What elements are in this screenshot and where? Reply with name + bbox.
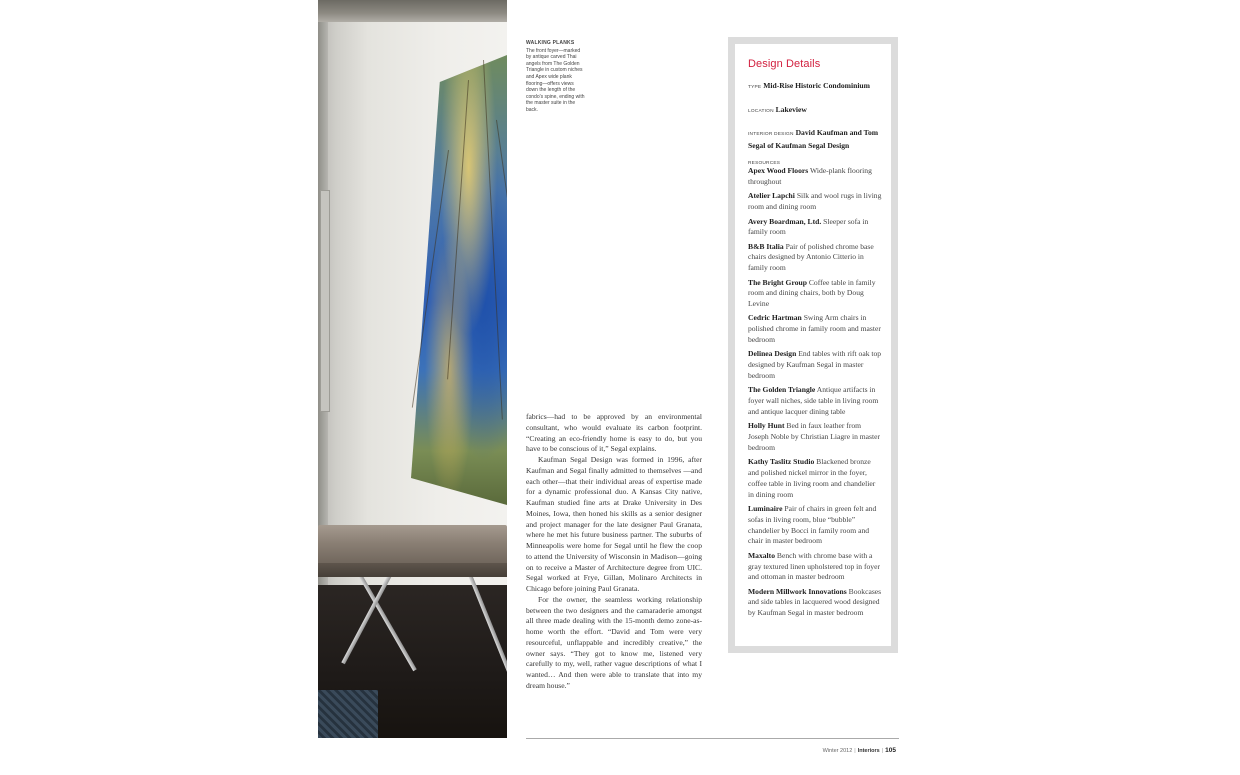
resource-desc: Pair of polished chrome base chairs designed by Antonio Citterio in family room — [748, 241, 874, 273]
photo-caption — [526, 40, 586, 114]
resource-name: Holly Hunt — [748, 421, 785, 431]
resource-name: Atelier Lapchi — [748, 191, 795, 201]
body-paragraph: Kaufman Segal Design was formed in 1996, after Kaufman and Segal finally admitted to themselves —and each other—that their individual areas of expertise made for a dynamic professional duo. A Kansas City native, Kaufman studied fine arts at Drake University in Des Moines, Iowa, then honed his skills as a senior designer and project manager for the late designer Paul Granata, where he met his future business partner. The suburbs of Minneapolis were home for Segal until he flew the coop to attend the University of Wisconsin in Madison—going on to receive a Master of Architecture degree from UIC. Segal worked at Frye, Gillan, Molinaro Architects in Chicago before joining Paul Granata. — [526, 455, 702, 593]
resource-item — [748, 166, 882, 188]
resource-desc: Swing Arm chairs in polished chrome in family room and master bedroom — [748, 313, 881, 345]
resource-item — [748, 457, 882, 500]
resource-desc: End tables with rift oak top designed by Kaufman Segal in master bedroom — [748, 349, 882, 381]
article-body — [526, 412, 702, 692]
resource-name: Cedric Hartman — [748, 313, 802, 323]
foyer-photo — [318, 0, 507, 738]
photo-wall-panel — [320, 190, 330, 412]
resource-name: Modern Millwork Innovations — [748, 586, 847, 596]
page-number: 105 — [885, 747, 896, 754]
resource-name: The Bright Group — [748, 277, 807, 287]
design-details-sidebar — [728, 37, 898, 653]
location-field — [748, 105, 882, 118]
resource-desc: Bed in faux leather from Joseph Noble by Christian Liagre in master bedroom — [748, 421, 881, 452]
interior-design-value: David Kaufman and Tom Segal of Kaufman Segal Design — [748, 128, 879, 150]
resource-item — [748, 385, 882, 418]
resource-item — [748, 587, 882, 620]
resource-name: The Golden Triangle — [748, 385, 816, 395]
location-value: Lakeview — [775, 104, 807, 114]
resource-desc: Wide-plank flooring throughout — [748, 166, 872, 187]
footer-rule — [526, 738, 899, 739]
sidebar-title: Design Details — [748, 58, 821, 70]
resource-name: Apex Wood Floors — [748, 166, 809, 176]
resource-desc: Coffee table in family room and dining chairs, both by Doug Levine — [748, 277, 876, 309]
resource-item — [748, 217, 882, 239]
resource-item — [748, 191, 882, 213]
resource-name: Kathy Taslitz Studio — [748, 457, 815, 467]
page-footer — [823, 747, 896, 754]
resource-name: Delinea Design — [748, 349, 797, 359]
type-value: Mid-Rise Historic Condominium — [763, 81, 870, 90]
interior-design-field — [748, 128, 882, 151]
resource-item — [748, 551, 882, 584]
footer-separator: | — [881, 748, 884, 754]
resource-desc: Blackened bronze and polished nickel mirror in the foyer, coffee table in living room and chandelier in dining room — [748, 457, 876, 499]
resource-desc: Sleeper sofa in family room — [748, 216, 869, 237]
body-paragraph: For the owner, the seamless working relationship between the two designers and the camaraderie amongst all three made dealing with the 15-month demo zone-as-home worth the effort. “David and Tom were very resourceful, unflappable and incredibly creative,” the owner says. “They got to know me, listened very carefully to my, well, rather vague descriptions of what I wanted… And then were able to translate that into my dream house.” — [526, 594, 702, 690]
photo-bench — [318, 525, 507, 565]
resource-item — [748, 421, 882, 454]
photo-painting — [411, 55, 507, 505]
photo-ceiling — [318, 0, 507, 22]
resource-item — [748, 313, 882, 346]
resource-desc: Silk and wool rugs in living room and dining room — [748, 191, 882, 212]
resource-item — [748, 278, 882, 311]
resource-desc: Bench with chrome base with a gray textured linen upholstered top in foyer and ottoman in master bedroom — [748, 550, 881, 582]
footer-separator: | — [854, 748, 856, 754]
photo-rug — [318, 690, 378, 738]
resource-name: Maxalto — [748, 550, 775, 560]
resource-name: B&B Italia — [748, 241, 784, 251]
resource-desc: Pair of chairs in green felt and sofas in living room, blue “bubble” chandelier by Bocci in family room and chair in master bedroom — [748, 503, 877, 546]
resource-item — [748, 349, 882, 382]
resource-item — [748, 504, 882, 547]
sidebar-panel — [735, 44, 891, 646]
type-label: TYPE — [748, 85, 762, 90]
caption-title: WALKING PLANKS — [526, 40, 575, 46]
footer-magazine: Interiors — [857, 748, 880, 754]
footer-issue: Winter 2012 — [822, 748, 853, 754]
resource-item — [748, 242, 882, 275]
resource-name: Avery Boardman, Ltd. — [748, 216, 822, 226]
resource-desc: Bookcases and side tables in lacquered wood designed by Kaufman Segal in master bedroom — [748, 586, 882, 618]
type-field — [748, 81, 882, 94]
resource-desc: Antique artifacts in foyer wall niches, side table in living room and antique lacquer dining table — [748, 385, 879, 416]
body-paragraph: fabrics—had to be approved by an environmental consultant, who would evaluate its carbon footprint. “Creating an eco-friendly home is easy to do, but you have to be conscious of it,” Segal explains. — [526, 412, 702, 454]
caption-text: The front foyer—marked by antique carved Thai angels from The Golden Triangle in custom niches and Apex wide plank flooring—offers views down the length of the condo's spine, ending with the master suite in the back. — [526, 47, 585, 113]
interior-design-label: INTERIOR DESIGN — [748, 132, 794, 138]
resources-label: RESOURCES — [748, 161, 781, 167]
location-label: LOCATION — [748, 108, 774, 114]
resource-name: Luminaire — [748, 503, 783, 513]
photo-bench-edge — [318, 563, 507, 577]
